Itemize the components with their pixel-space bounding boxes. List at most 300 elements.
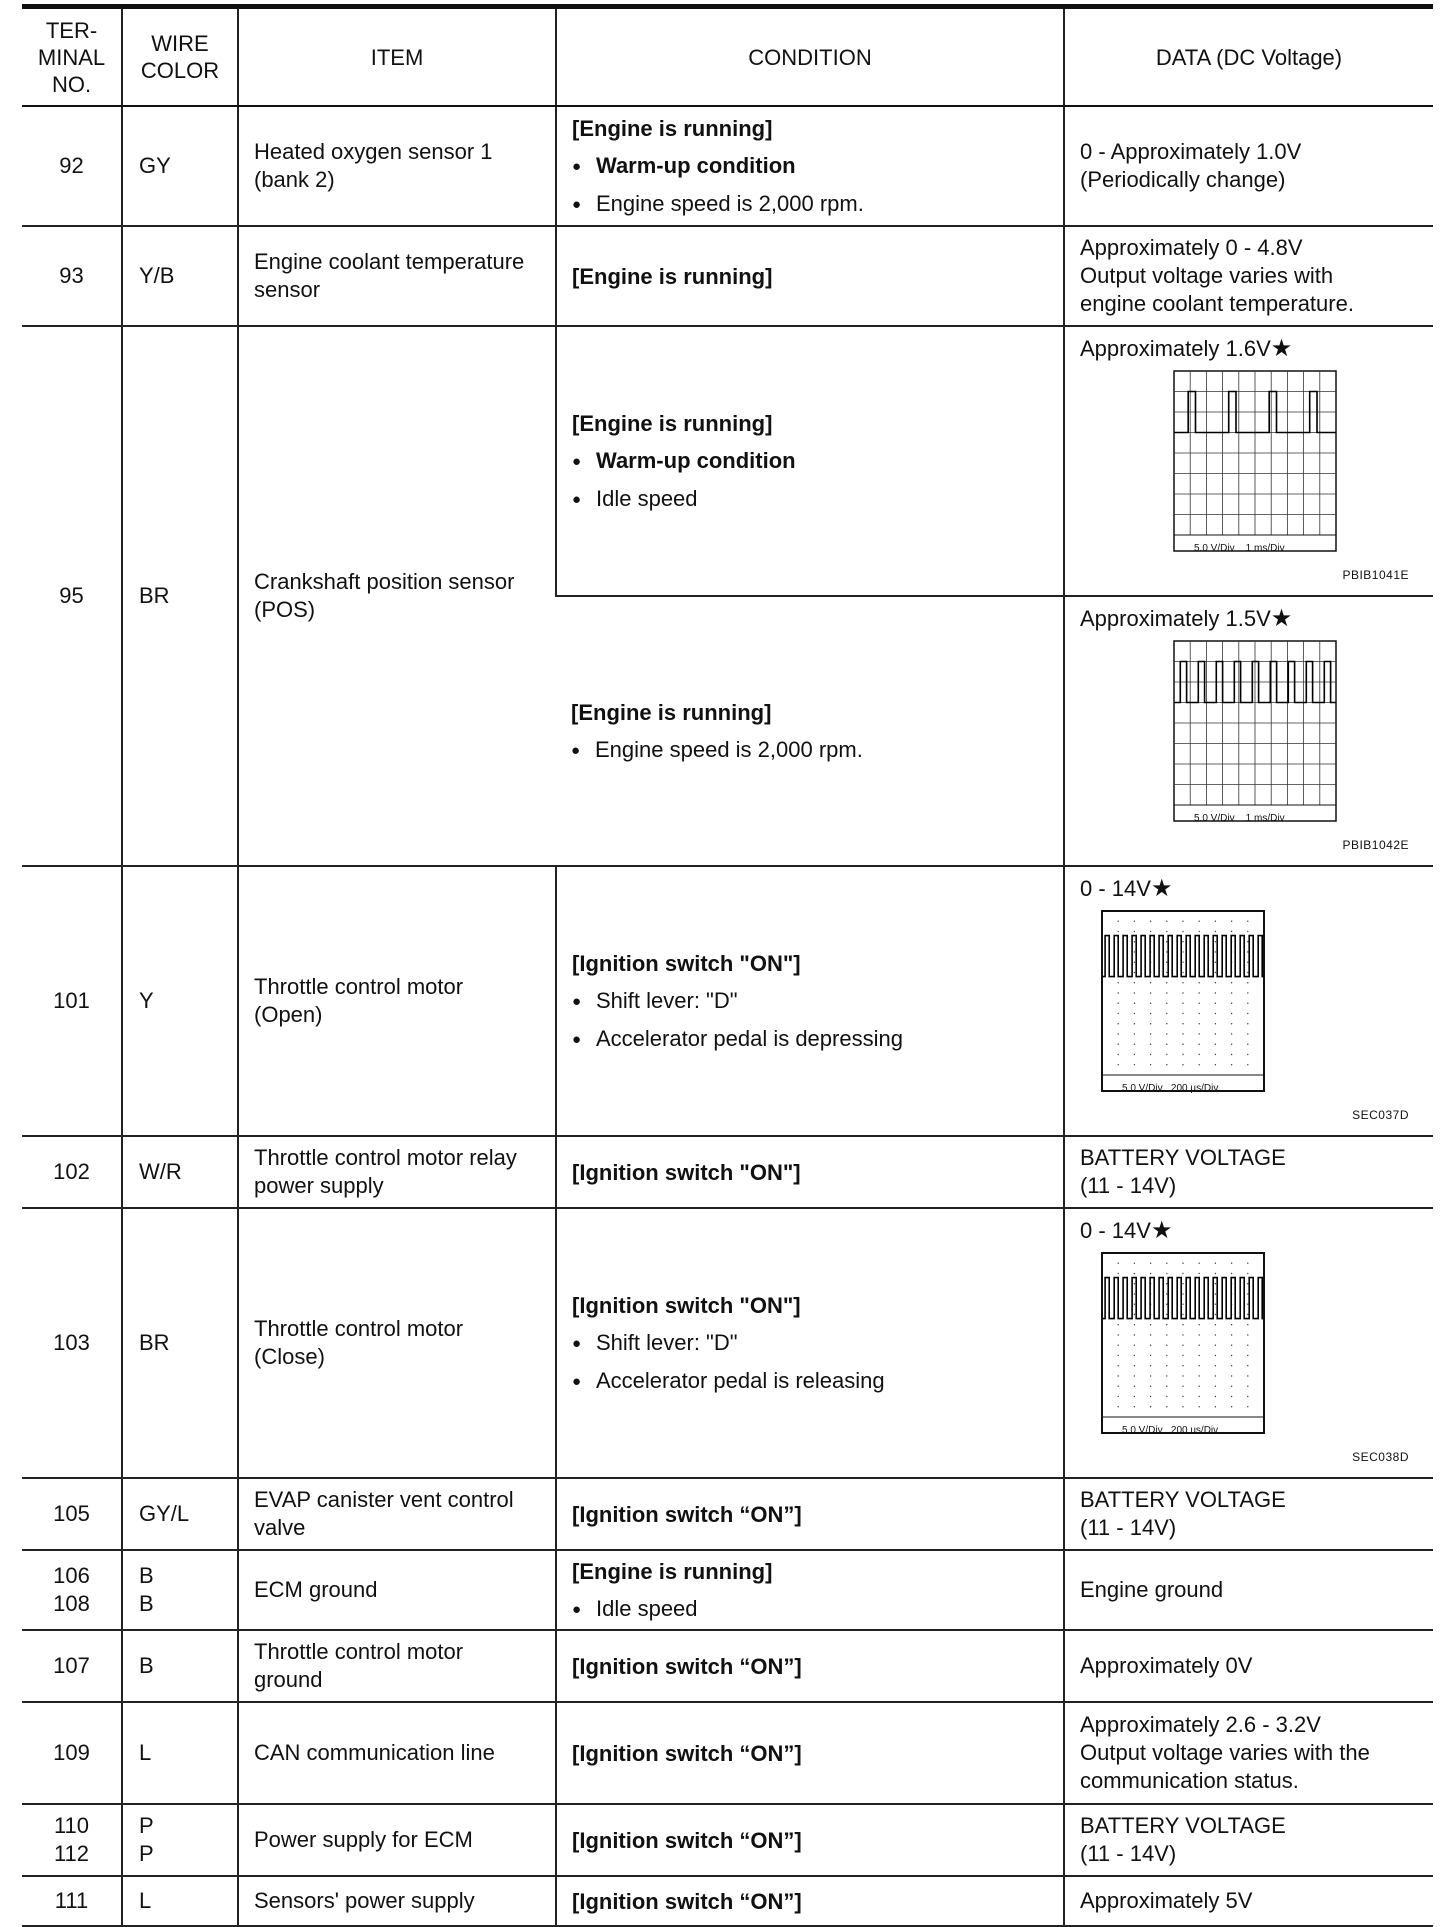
scope-grid-dot <box>1182 1003 1183 1004</box>
item-name <box>238 326 556 866</box>
scope-grid-dot <box>1118 1345 1119 1346</box>
item-name-line: Throttle control motor <box>254 1316 464 1341</box>
scope-grid-dot <box>1118 992 1119 993</box>
scope-grid-dot <box>1215 1355 1216 1356</box>
item-name-line: Throttle control motor <box>254 1639 464 1664</box>
scope-grid-dot <box>1199 1263 1200 1264</box>
scope-grid-dot <box>1215 1044 1216 1045</box>
scope-grid-dot <box>1134 1345 1135 1346</box>
wire-color-line: BR <box>139 583 170 608</box>
scope-grid-dot <box>1182 1273 1183 1274</box>
condition-bullet: ● Idle speed <box>572 480 1063 518</box>
star-icon: ★ <box>1150 1217 1173 1244</box>
header-terminal-line: TER- <box>45 17 98 43</box>
data-value-line: (11 - 14V) <box>1080 1841 1177 1866</box>
scope-grid-dot <box>1134 992 1135 993</box>
scope-grid-dot <box>1150 1406 1151 1407</box>
scope-grid-dot <box>1247 1293 1248 1294</box>
oscilloscope-waveform <box>1100 1251 1266 1435</box>
scope-grid-dot <box>1134 951 1135 952</box>
scope-grid-dot <box>1215 1324 1216 1325</box>
wire-color <box>122 1208 238 1478</box>
terminal-number-line: 108 <box>53 1591 90 1616</box>
data-value-line: Engine ground <box>1080 1577 1224 1602</box>
condition-cell <box>556 1702 1064 1804</box>
scope-grid-dot <box>1166 1283 1167 1284</box>
scope-grid-dot <box>1231 1406 1232 1407</box>
condition-cell <box>556 1136 1064 1208</box>
wire-color-line: L <box>139 1888 152 1913</box>
scope-grid-dot <box>1150 931 1151 932</box>
scope-grid-dot <box>1118 982 1119 983</box>
scope-grid-dot <box>1247 1375 1248 1376</box>
scope-grid-dot <box>1182 1314 1183 1315</box>
wire-color-line: B <box>139 1653 154 1678</box>
terminal-number <box>22 866 122 1136</box>
scope-grid-dot <box>1118 1054 1119 1055</box>
scope-grid-dot <box>1150 1324 1151 1325</box>
scope-grid-dot <box>1182 1023 1183 1024</box>
scope-grid-dot <box>1182 1345 1183 1346</box>
scope-grid-dot <box>1247 992 1248 993</box>
wire-color-line: P <box>139 1841 154 1866</box>
scope-scale-label: 5.0 V/Div 1 ms/Div <box>1194 813 1285 824</box>
table-row <box>22 326 1433 596</box>
scope-grid-dot <box>1199 1044 1200 1045</box>
data-value: 0 - 14V <box>1080 876 1151 901</box>
item-name <box>238 1136 556 1208</box>
wire-color <box>122 226 238 326</box>
scope-grid-dot <box>1166 1365 1167 1366</box>
scope-grid-dot <box>1166 1293 1167 1294</box>
header-terminal <box>22 7 122 107</box>
oscilloscope-figure <box>1100 909 1433 1093</box>
terminal-number <box>22 326 122 866</box>
scope-scale-label: 5.0 V/Div 200 us/Div <box>1122 1425 1219 1436</box>
condition-title: [Engine is running] <box>572 115 773 141</box>
scope-grid-dot <box>1134 1324 1135 1325</box>
scope-grid-dot <box>1134 1023 1135 1024</box>
condition-cell <box>556 1876 1064 1926</box>
scope-grid-dot <box>1231 1345 1232 1346</box>
scope-grid-dot <box>1182 1293 1183 1294</box>
scope-grid-dot <box>1231 1003 1232 1004</box>
scope-grid-dot <box>1182 1054 1183 1055</box>
scope-grid-dot <box>1247 962 1248 963</box>
scope-grid-dot <box>1166 1334 1167 1335</box>
condition-title: [Engine is running] <box>572 1558 773 1584</box>
scope-grid-dot <box>1215 1314 1216 1315</box>
scope-grid-dot <box>1231 982 1232 983</box>
scope-grid-dot <box>1166 1003 1167 1004</box>
wire-color-line: B <box>139 1591 154 1616</box>
item-name-line: (bank 2) <box>254 167 335 192</box>
scope-grid-dot <box>1182 1396 1183 1397</box>
scope-grid-dot <box>1199 1334 1200 1335</box>
scope-grid-dot <box>1231 1013 1232 1014</box>
scope-grid-dot <box>1231 1273 1232 1274</box>
item-name-line: CAN communication line <box>254 1740 495 1765</box>
data-value <box>1064 1136 1433 1208</box>
scope-grid-dot <box>1247 1345 1248 1346</box>
scope-grid-dot <box>1134 1375 1135 1376</box>
terminal-number <box>22 1208 122 1478</box>
table-row <box>22 1136 1433 1208</box>
star-icon: ★ <box>1150 875 1173 902</box>
condition-bullet: ● Warm-up condition <box>572 147 1063 185</box>
scope-grid-dot <box>1150 1396 1151 1397</box>
data-value <box>1064 1550 1433 1630</box>
scope-grid-dot <box>1118 1064 1119 1065</box>
scope-grid-dot <box>1150 1355 1151 1356</box>
scope-grid-dot <box>1215 1345 1216 1346</box>
scope-grid-dot <box>1215 1064 1216 1065</box>
terminal-number <box>22 1804 122 1876</box>
scope-grid-dot <box>1134 1406 1135 1407</box>
data-value-line <box>1080 335 1433 363</box>
scope-scale-label: 5.0 V/Div 200 µs/Div <box>1122 1083 1219 1094</box>
scope-grid-dot <box>1134 1263 1135 1264</box>
table-row <box>22 1630 1433 1702</box>
item-name <box>238 1702 556 1804</box>
scope-grid-dot <box>1199 1273 1200 1274</box>
scope-grid-dot <box>1215 1406 1216 1407</box>
item-name-line: Engine coolant temperature <box>254 249 525 274</box>
wire-color-line: BR <box>139 1330 170 1355</box>
table-row <box>22 106 1433 226</box>
scope-grid-dot <box>1247 1304 1248 1305</box>
scope-grid-dot <box>1166 1273 1167 1274</box>
item-name-line: (Close) <box>254 1344 325 1369</box>
item-name-line: Throttle control motor <box>254 974 464 999</box>
header-terminal-line: MINAL <box>37 44 106 70</box>
table-row <box>22 1702 1433 1804</box>
scope-grid-dot <box>1247 1365 1248 1366</box>
scope-grid-dot <box>1150 1054 1151 1055</box>
scope-grid-dot <box>1215 1263 1216 1264</box>
scope-grid-dot <box>1118 1263 1119 1264</box>
scope-grid-dot <box>1166 982 1167 983</box>
scope-grid-dot <box>1166 1263 1167 1264</box>
data-value <box>1064 1876 1433 1926</box>
condition-cell <box>556 1478 1064 1550</box>
condition-bullet: ● Engine speed is 2,000 rpm. <box>572 185 1063 223</box>
data-value-line: BATTERY VOLTAGE <box>1080 1813 1286 1838</box>
scope-grid-dot <box>1166 1064 1167 1065</box>
item-name-line: Sensors' power supply <box>254 1888 475 1913</box>
data-waveform-cell <box>1064 326 1433 596</box>
scope-grid-dot <box>1182 1334 1183 1335</box>
scope-grid-dot <box>1182 1355 1183 1356</box>
scope-grid-dot <box>1134 962 1135 963</box>
scope-grid-dot <box>1118 1375 1119 1376</box>
star-icon: ★ <box>1270 335 1293 362</box>
table-row <box>22 1550 1433 1630</box>
scope-grid-dot <box>1215 972 1216 973</box>
terminal-number-line: 93 <box>59 263 84 288</box>
scope-grid-dot <box>1166 972 1167 973</box>
scope-grid-dot <box>1231 1033 1232 1034</box>
scope-grid-dot <box>1247 1324 1248 1325</box>
scope-grid-dot <box>1199 1345 1200 1346</box>
item-name <box>238 1550 556 1630</box>
terminal-number-line: 112 <box>53 1841 90 1866</box>
ecm-terminal-table <box>22 4 1433 1927</box>
terminal-number-line: 92 <box>59 153 84 178</box>
scope-grid-dot <box>1118 1273 1119 1274</box>
scope-grid-dot <box>1182 1044 1183 1045</box>
scope-grid-dot <box>1134 1386 1135 1387</box>
scope-grid-dot <box>1150 1365 1151 1366</box>
scope-grid-dot <box>1150 1273 1151 1274</box>
scope-grid-dot <box>1231 1396 1232 1397</box>
condition-title: [Engine is running] <box>571 699 772 725</box>
wire-color <box>122 326 238 866</box>
scope-grid-dot <box>1134 1283 1135 1284</box>
scope-grid-dot <box>1247 1406 1248 1407</box>
scope-grid-dot <box>1166 1304 1167 1305</box>
item-name-line: (Open) <box>254 1002 323 1027</box>
item-name <box>238 1630 556 1702</box>
scope-grid-dot <box>1118 1365 1119 1366</box>
data-value <box>1064 226 1433 326</box>
scope-grid-dot <box>1150 1334 1151 1335</box>
scope-grid-dot <box>1199 1033 1200 1034</box>
scope-grid-dot <box>1166 1386 1167 1387</box>
oscilloscope-waveform <box>1172 639 1338 823</box>
data-value <box>1064 1630 1433 1702</box>
star-icon: ★ <box>1270 605 1293 632</box>
scope-grid-dot <box>1199 992 1200 993</box>
scope-grid-dot <box>1134 1334 1135 1335</box>
wire-color-line: GY/L <box>139 1501 190 1526</box>
item-name-line: Crankshaft position sensor <box>254 569 515 594</box>
wire-color <box>122 1804 238 1876</box>
data-value-line: engine coolant temperature. <box>1080 291 1354 316</box>
condition-title: [Ignition switch “ON”] <box>572 1740 802 1766</box>
scope-grid-dot <box>1199 1386 1200 1387</box>
item-name-line: ground <box>254 1667 323 1692</box>
scope-grid-dot <box>1247 951 1248 952</box>
scope-grid-dot <box>1247 1263 1248 1264</box>
scope-grid-dot <box>1199 1396 1200 1397</box>
data-value-line: Approximately 0V <box>1080 1653 1253 1678</box>
data-value-line: Approximately 2.6 - 3.2V <box>1080 1712 1321 1737</box>
scope-grid-dot <box>1150 1003 1151 1004</box>
scope-grid-dot <box>1166 1355 1167 1356</box>
scope-grid-dot <box>1182 1386 1183 1387</box>
scope-grid-dot <box>1199 1023 1200 1024</box>
scope-grid-dot <box>1199 1054 1200 1055</box>
scope-grid-dot <box>1134 1293 1135 1294</box>
scope-grid-dot <box>1166 1054 1167 1055</box>
header-wire-line: COLOR <box>140 58 220 83</box>
data-value: Approximately 1.6V <box>1080 336 1271 361</box>
item-name <box>238 866 556 1136</box>
scope-scale-label: 5.0 V/Div 1 ms/Div <box>1194 543 1285 554</box>
wire-color <box>122 1136 238 1208</box>
wire-color <box>122 1630 238 1702</box>
scope-grid-dot <box>1150 1044 1151 1045</box>
data-value-line: (11 - 14V) <box>1080 1173 1177 1198</box>
figure-id: SEC037D <box>1352 1108 1409 1122</box>
wire-color-line: Y <box>139 988 154 1013</box>
scope-grid-dot <box>1134 982 1135 983</box>
data-value-line: Output voltage varies with the <box>1080 1740 1370 1765</box>
condition-bullet: ● Idle speed <box>572 1590 1063 1628</box>
scope-grid-dot <box>1182 1263 1183 1264</box>
terminal-number <box>22 226 122 326</box>
scope-grid-dot <box>1247 1314 1248 1315</box>
scope-grid-dot <box>1134 1003 1135 1004</box>
scope-grid-dot <box>1215 1396 1216 1397</box>
table-row <box>22 1876 1433 1926</box>
scope-grid-dot <box>1150 1023 1151 1024</box>
item-name-line: ECM ground <box>254 1577 378 1602</box>
wire-color <box>122 866 238 1136</box>
table-row <box>22 1804 1433 1876</box>
scope-grid-dot <box>1166 1044 1167 1045</box>
terminal-number-line: 109 <box>53 1740 90 1765</box>
scope-grid-dot <box>1118 1396 1119 1397</box>
scope-grid-dot <box>1118 1334 1119 1335</box>
scope-grid-dot <box>1150 1263 1151 1264</box>
scope-grid-dot <box>1199 982 1200 983</box>
header-condition: CONDITION <box>556 7 1064 107</box>
data-value-line <box>1080 875 1433 903</box>
data-value: Approximately 1.5V <box>1080 606 1271 631</box>
scope-grid-dot <box>1150 1386 1151 1387</box>
terminal-number-line: 105 <box>53 1501 90 1526</box>
oscilloscope-figure <box>1172 639 1433 823</box>
terminal-number-line: 110 <box>53 1813 90 1838</box>
scope-grid-dot <box>1247 1054 1248 1055</box>
scope-grid-dot <box>1134 1273 1135 1274</box>
terminal-number <box>22 1136 122 1208</box>
scope-grid-dot <box>1182 982 1183 983</box>
scope-grid-dot <box>1231 1054 1232 1055</box>
scope-grid-dot <box>1182 921 1183 922</box>
scope-grid-dot <box>1166 941 1167 942</box>
header-wire-color <box>122 7 238 107</box>
scope-grid-dot <box>1215 1293 1216 1294</box>
scope-grid-dot <box>1199 1355 1200 1356</box>
scope-grid-dot <box>1134 1064 1135 1065</box>
condition-title: [Ignition switch "ON"] <box>572 1292 801 1318</box>
condition-bullet: ● Engine speed is 2,000 rpm. <box>571 731 1063 769</box>
scope-grid-dot <box>1134 1044 1135 1045</box>
wire-color-line: W/R <box>139 1159 182 1184</box>
terminal-number-line: 106 <box>53 1563 90 1588</box>
scope-grid-dot <box>1166 921 1167 922</box>
item-name-line: Throttle control motor relay <box>254 1145 517 1170</box>
scope-grid-dot <box>1231 992 1232 993</box>
scope-grid-dot <box>1215 1283 1216 1284</box>
condition-cell <box>556 1550 1064 1630</box>
scope-grid-dot <box>1134 1355 1135 1356</box>
scope-grid-dot <box>1247 1003 1248 1004</box>
scope-grid-dot <box>1231 1334 1232 1335</box>
scope-grid-dot <box>1231 1324 1232 1325</box>
item-name <box>238 226 556 326</box>
scope-grid-dot <box>1215 1013 1216 1014</box>
scope-grid-dot <box>1247 1386 1248 1387</box>
wire-color-line: Y/B <box>139 263 175 288</box>
wire-color-line: GY <box>139 153 171 178</box>
table-row <box>22 866 1433 1136</box>
header-item: ITEM <box>238 7 556 107</box>
scope-grid-dot <box>1182 962 1183 963</box>
scope-grid-dot <box>1199 1013 1200 1014</box>
scope-grid-dot <box>1166 1375 1167 1376</box>
item-name <box>238 106 556 226</box>
scope-grid-dot <box>1231 1355 1232 1356</box>
wire-color-line: B <box>139 1563 154 1588</box>
terminal-number-line: 95 <box>59 583 84 608</box>
header-terminal-line: NO. <box>51 71 92 97</box>
scope-grid-dot <box>1247 982 1248 983</box>
scope-grid-dot <box>1118 1324 1119 1325</box>
scope-grid-dot <box>1134 1365 1135 1366</box>
terminal-data-sheet <box>22 4 1433 1927</box>
figure-id: PBIB1042E <box>1342 838 1409 852</box>
terminal-number <box>22 1478 122 1550</box>
scope-grid-dot <box>1134 1304 1135 1305</box>
scope-grid-dot <box>1231 1386 1232 1387</box>
scope-grid-dot <box>1215 1386 1216 1387</box>
scope-grid-dot <box>1118 1355 1119 1356</box>
scope-grid-dot <box>1215 1273 1216 1274</box>
condition-bullet: ● Warm-up condition <box>572 442 1063 480</box>
scope-grid-dot <box>1118 1013 1119 1014</box>
scope-grid-dot <box>1118 1406 1119 1407</box>
data-value-line: Approximately 0 - 4.8V <box>1080 235 1303 260</box>
condition-title: [Ignition switch "ON"] <box>572 950 801 976</box>
scope-grid-dot <box>1166 1345 1167 1346</box>
scope-grid-dot <box>1182 1304 1183 1305</box>
scope-grid-dot <box>1247 1396 1248 1397</box>
scope-grid-dot <box>1134 1033 1135 1034</box>
scope-grid-dot <box>1166 992 1167 993</box>
item-name <box>238 1876 556 1926</box>
scope-grid-dot <box>1215 1365 1216 1366</box>
terminal-number <box>22 1630 122 1702</box>
scope-grid-dot <box>1215 1003 1216 1004</box>
item-name <box>238 1208 556 1478</box>
condition-title: [Ignition switch “ON”] <box>572 1888 802 1914</box>
scope-grid-dot <box>1118 1033 1119 1034</box>
scope-grid-dot <box>1199 1365 1200 1366</box>
item-name-line: Heated oxygen sensor 1 <box>254 139 493 164</box>
terminal-number-line: 101 <box>53 988 90 1013</box>
data-value-line: (11 - 14V) <box>1080 1515 1177 1540</box>
scope-grid-dot <box>1150 1345 1151 1346</box>
scope-grid-dot <box>1150 1375 1151 1376</box>
data-waveform-cell <box>1064 596 1433 866</box>
scope-grid-dot <box>1166 1023 1167 1024</box>
item-name <box>238 1804 556 1876</box>
scope-grid-dot <box>1166 1324 1167 1325</box>
terminal-number <box>22 106 122 226</box>
data-value <box>1064 1478 1433 1550</box>
scope-grid-dot <box>1247 1283 1248 1284</box>
oscilloscope-figure <box>1100 1251 1433 1435</box>
scope-grid-dot <box>1215 992 1216 993</box>
data-value: 0 - 14V <box>1080 1218 1151 1243</box>
scope-grid-dot <box>1247 921 1248 922</box>
scope-grid-dot <box>1134 1396 1135 1397</box>
data-value-line: communication status. <box>1080 1768 1299 1793</box>
